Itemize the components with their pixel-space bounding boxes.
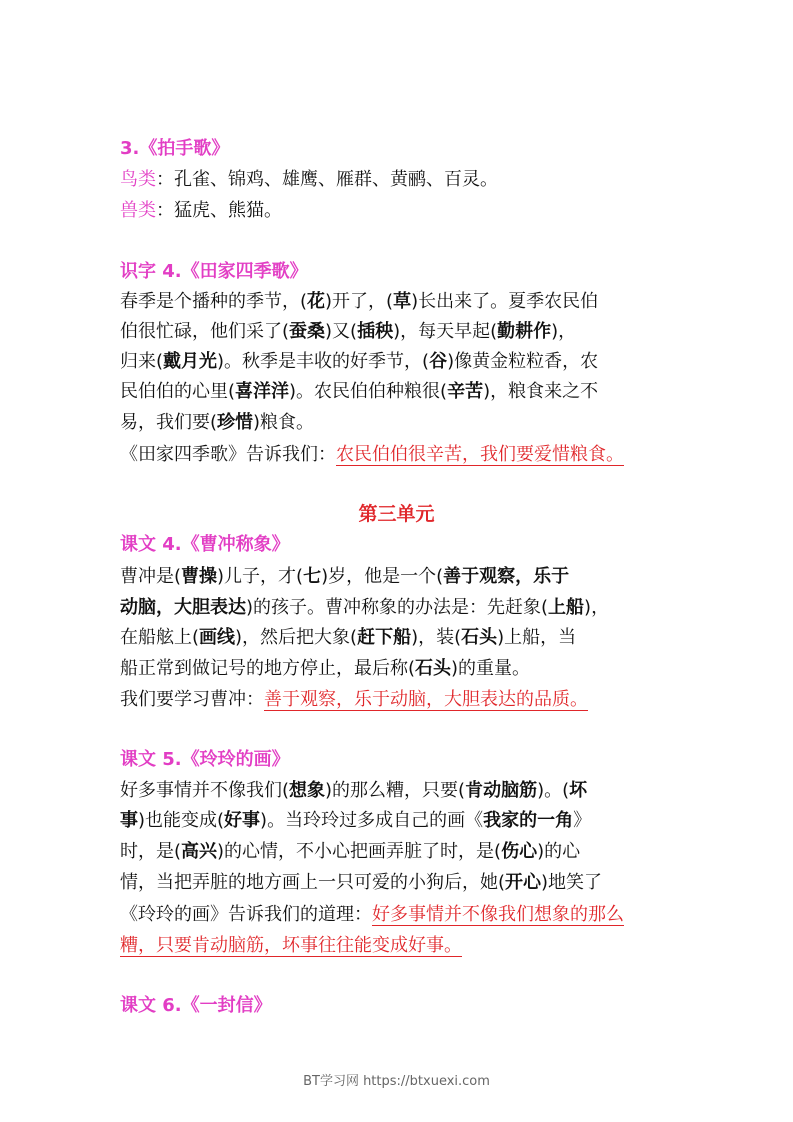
tianjia-conclusion: 《田家四季歌》告诉我们：农民伯伯很辛苦，我们要爱惜粮食。 [120,444,624,465]
linglin-answer-2: 糟，只要肯动脑筋，坏事往往能变成好事。 [120,935,462,956]
tianjia-answer: 农民伯伯很辛苦，我们要爱惜粮食。 [336,444,624,465]
linglin-answer-1: 好多事情并不像我们想象的那么 [372,904,624,925]
linglin-line-1: 好多事情并不像我们(想象)的那么糟，只要(肯动脑筋)。(坏 [120,780,588,801]
birds-text: ：孔雀、锦鸡、雄鹰、雁群、黄鹂、百灵。 [156,169,498,190]
caochong-line-3: 在船舷上(画线)，然后把大象(赶下船)，装(石头)上船，当 [120,627,577,648]
tianjia-line-3: 归来(戴月光)。秋季是丰收的好季节，(谷)像黄金粒粒香，农 [120,351,599,372]
caochong-line-1: 曹冲是(曹操)儿子，才(七)岁，他是一个(善于观察，乐于 [120,566,570,587]
section-heading-paishouge: 3.《拍手歌》 [120,138,230,159]
linglin-conclusion: 《玲玲的画》告诉我们的道理：好多事情并不像我们想象的那么 [120,904,624,925]
caochong-answer: 善于观察，乐于动脑，大胆表达的品质。 [264,689,588,710]
unit-title: 第三单元 [358,503,435,525]
tianjia-line-1: 春季是个播种的季节，(花)开了，(草)长出来了。夏季农民伯 [120,291,599,312]
birds-label: 鸟类 [120,169,156,190]
tianjia-line-4: 民伯伯的心里(喜洋洋)。农民伯伯种粮很(辛苦)，粮食来之不 [120,381,599,402]
section-heading-linglin: 课文 5.《玲玲的画》 [120,749,290,770]
linglin-line-4: 情，当把弄脏的地方画上一只可爱的小狗后，她(开心)地笑了 [120,872,603,893]
caochong-line-2: 动脑，大胆表达)的孩子。曹冲称象的办法是：先赶象(上船)， [120,597,610,618]
linglin-line-3: 时，是(高兴)的心情，不小心把画弄脏了时，是(伤心)的心 [120,841,581,862]
tianjia-line-5: 易，我们要(珍惜)粮食。 [120,412,315,433]
linglin-conclusion-2 [120,931,462,957]
footer-watermark: BT学习网 https://btxuexi.com [303,1074,490,1089]
caochong-line-4: 船正常到做记号的地方停止，最后称(石头)的重量。 [120,658,531,679]
caochong-conclusion: 我们要学习曹冲：善于观察，乐于动脑，大胆表达的品质。 [120,689,588,710]
section-heading-yifengxin: 课文 6.《一封信》 [120,995,272,1016]
linglin-line-2: 事)也能变成(好事)。当玲玲过多成自己的画《我家的一角》 [120,810,592,831]
birds-line [120,165,498,191]
beasts-text: ：猛虎、熊猫。 [156,200,282,221]
beasts-label: 兽类 [120,200,156,221]
section-heading-tianjia: 识字 4.《田家四季歌》 [120,261,308,282]
beasts-line [120,196,282,222]
section-heading-caochong: 课文 4.《曹冲称象》 [120,534,290,555]
tianjia-line-2: 伯很忙碌，他们采了(蚕桑)又(插秧)，每天早起(勤耕作)， [120,321,577,342]
